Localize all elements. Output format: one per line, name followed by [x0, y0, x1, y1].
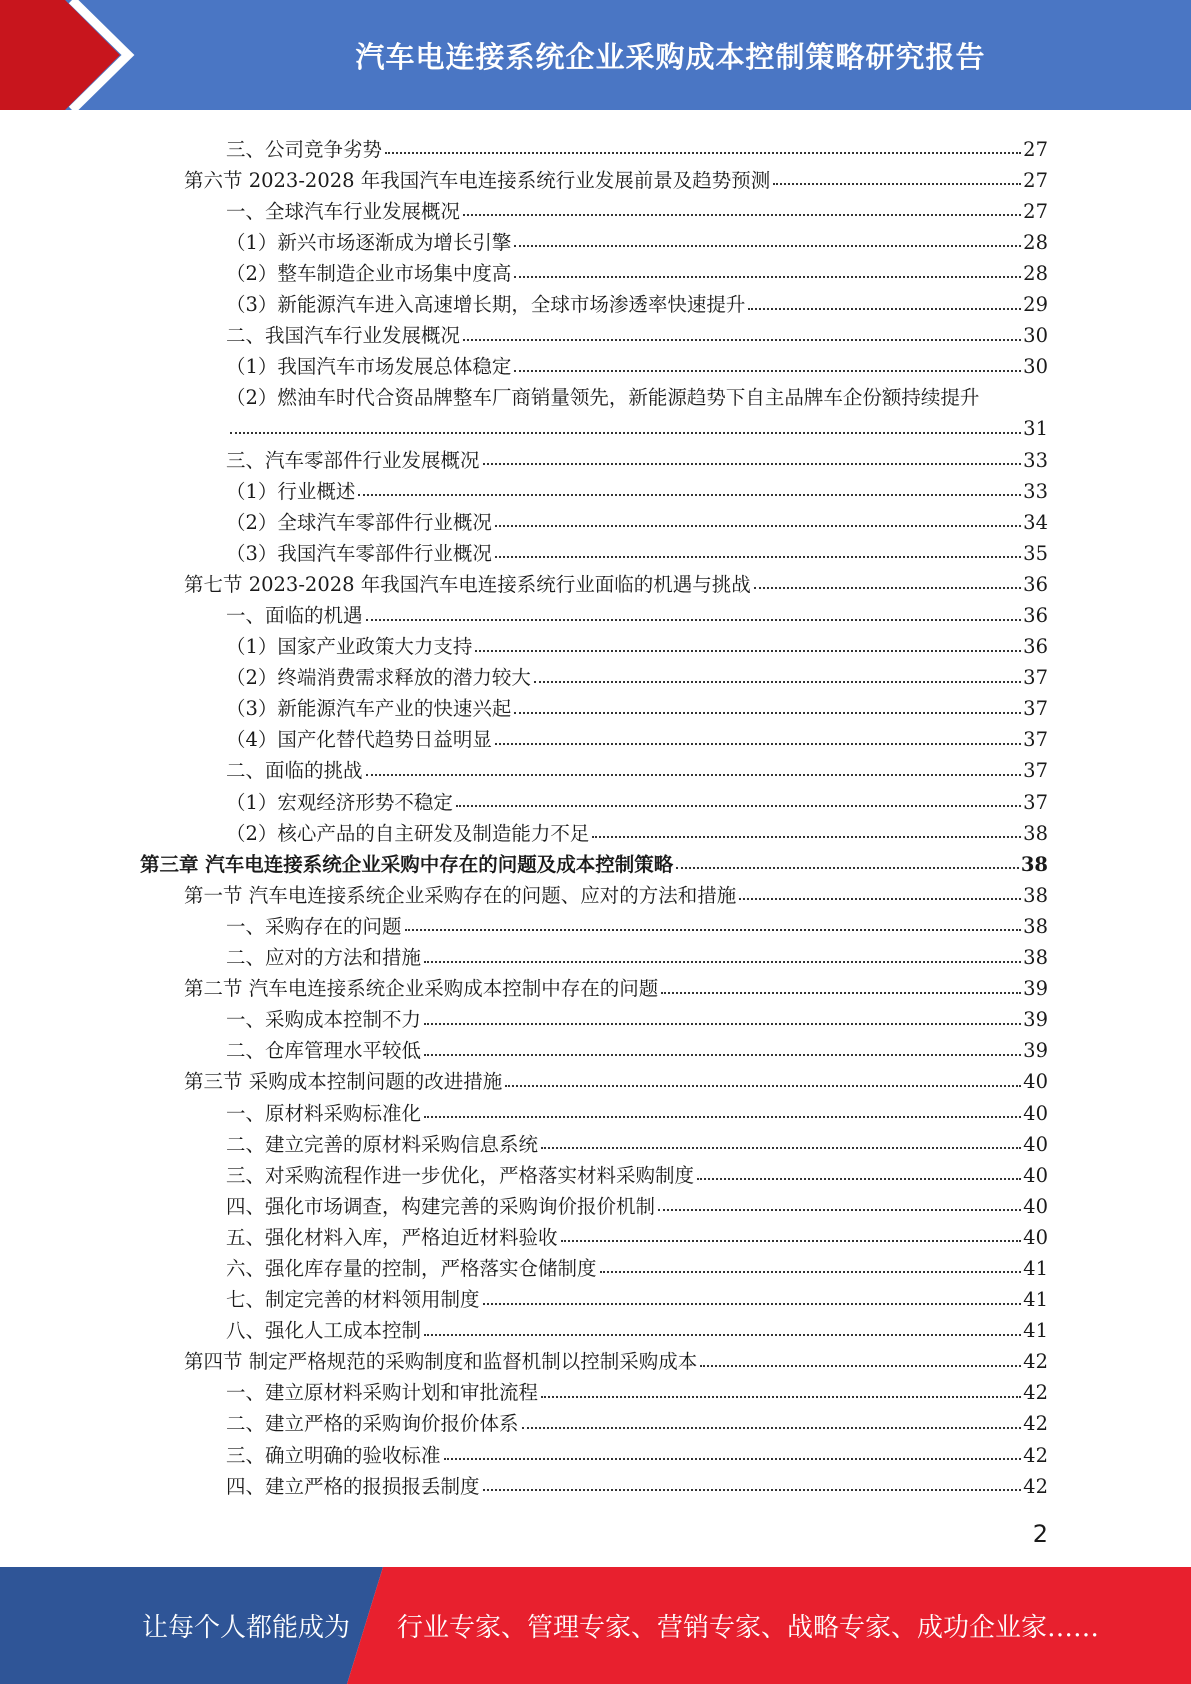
- toc-entry[interactable]: [140, 1465, 1048, 1496]
- toc-entry-title: （1）行业概述: [226, 479, 356, 503]
- toc-entry[interactable]: [140, 1247, 1048, 1278]
- footer-slogan-left: 让每个人都能成为: [142, 1613, 351, 1643]
- header-arrow-decoration: [0, 0, 160, 110]
- toc-entry-page: 39: [1023, 1039, 1048, 1063]
- toc-entry-page: 28: [1023, 230, 1048, 254]
- toc-entry-title: 一、采购成本控制不力: [226, 1008, 422, 1032]
- toc-entry-page: 41: [1023, 1256, 1048, 1280]
- toc-leader-dots: [424, 1116, 1021, 1118]
- toc-entry-title: （1）我国汽车市场发展总体稳定: [226, 355, 512, 379]
- toc-entry-page: 27: [1023, 137, 1048, 161]
- toc-entry-title: （2）燃油车时代合资品牌整车厂商销量领先，新能源趋势下自主品牌车企份额持续提升: [226, 386, 980, 410]
- toc-entry[interactable]: [140, 190, 1048, 221]
- toc-entry-page: 37: [1023, 666, 1048, 690]
- toc-entry-page: 42: [1023, 1350, 1048, 1374]
- toc-leader-dots: [495, 743, 1021, 745]
- toc-leader-dots: [658, 1209, 1021, 1211]
- toc-leader-dots: [754, 587, 1021, 589]
- toc-entry-title: 五、强化材料入库，严格迫近材料验收: [226, 1225, 558, 1249]
- toc-entry-title: 二、面临的挑战: [226, 759, 363, 783]
- toc-leader-dots: [514, 245, 1021, 247]
- toc-section-entry[interactable]: [140, 1061, 1048, 1092]
- toc-entry-page: 40: [1023, 1163, 1048, 1187]
- toc-leader-dots: [424, 1334, 1021, 1336]
- toc-entry-title: （2）整车制造企业市场集中度高: [226, 261, 512, 285]
- toc-entry-title: 第四节 制定严格规范的采购制度和监督机制以控制采购成本: [184, 1350, 698, 1374]
- toc-leader-dots: [697, 1178, 1021, 1180]
- toc-leader-dots: [483, 1489, 1022, 1491]
- toc-entry-title: 二、我国汽车行业发展概况: [226, 324, 461, 348]
- toc-leader-dots: [405, 929, 1022, 931]
- toc-entry-title: 三、汽车零部件行业发展概况: [226, 448, 480, 472]
- toc-entry-page: 42: [1023, 1474, 1048, 1498]
- footer-slogan-right: 行业专家、管理专家、营销专家、战略专家、成功企业家……: [397, 1613, 1100, 1643]
- toc-entry-page: 29: [1023, 293, 1048, 317]
- toc-entry-page: 41: [1023, 1319, 1048, 1343]
- toc-entry-page: 37: [1023, 790, 1048, 814]
- toc-entry-page: 28: [1023, 261, 1048, 285]
- toc-entry-title: （1）新兴市场逐渐成为增长引擎: [226, 230, 512, 254]
- toc-entry-page: 42: [1023, 1443, 1048, 1467]
- toc-entry-page: 38: [1023, 883, 1048, 907]
- toc-leader-dots: [358, 494, 1021, 496]
- toc-section-entry[interactable]: [140, 563, 1048, 594]
- toc-entry[interactable]: [140, 719, 1048, 750]
- toc-entry[interactable]: [140, 594, 1048, 625]
- toc-entry-page: 37: [1023, 759, 1048, 783]
- toc-section-entry[interactable]: [140, 1341, 1048, 1372]
- toc-leader-dots: [385, 152, 1021, 154]
- toc-entry-page: 39: [1023, 1008, 1048, 1032]
- toc-entry-page: 33: [1023, 448, 1048, 472]
- page-header: [0, 0, 1191, 110]
- toc-entry-title: 一、全球汽车行业发展概况: [226, 199, 461, 223]
- toc-entry-title: 一、原材料采购标准化: [226, 1101, 422, 1125]
- toc-leader-dots: [366, 619, 1022, 621]
- toc-leader-dots: [534, 681, 1021, 683]
- toc-entry[interactable]: [140, 532, 1048, 563]
- toc-leader-dots: [592, 836, 1021, 838]
- toc-entry[interactable]: [140, 1092, 1048, 1123]
- toc-entry[interactable]: [140, 501, 1048, 532]
- toc-entry[interactable]: [140, 750, 1048, 781]
- toc-entry-page: 36: [1023, 604, 1048, 627]
- toc-entry-title: （1）国家产业政策大力支持: [226, 635, 473, 659]
- toc-leader-dots: [456, 805, 1021, 807]
- toc-entry[interactable]: [140, 221, 1048, 252]
- toc-entry-title: 三、确立明确的验收标准: [226, 1443, 441, 1467]
- toc-entry-page: 27: [1023, 199, 1048, 223]
- toc-leader-dots: [773, 183, 1021, 185]
- toc-leader-dots: [739, 898, 1021, 900]
- toc-entry[interactable]: [140, 1310, 1048, 1341]
- toc-entry-page: 42: [1023, 1381, 1048, 1405]
- toc-entry[interactable]: [140, 1123, 1048, 1154]
- toc-entry[interactable]: [140, 905, 1048, 936]
- toc-entry[interactable]: [140, 936, 1048, 970]
- toc-entry-page: 38: [1023, 946, 1048, 970]
- toc-entry-title: 一、采购存在的问题: [226, 914, 402, 938]
- toc-entry-title: 第七节 2023-2028 年我国汽车电连接系统行业面临的机遇与挑战: [184, 572, 751, 596]
- toc-leader-dots: [475, 650, 1021, 652]
- toc-entry-continuation[interactable]: [140, 408, 1048, 439]
- toc-entry-page: 40: [1023, 1070, 1048, 1094]
- toc-entry-title: （2）终端消费需求释放的潜力较大: [226, 666, 531, 690]
- toc-entry-page: 38: [1020, 852, 1048, 876]
- toc-entry-title: （3）新能源汽车进入高速增长期，全球市场渗透率快速提升: [226, 293, 746, 317]
- toc-leader-dots: [514, 276, 1021, 278]
- toc-section-entry[interactable]: [140, 159, 1048, 190]
- toc-entry-title: 第二节 汽车电连接系统企业采购成本控制中存在的问题: [184, 977, 659, 1001]
- toc-entry-title: 一、建立原材料采购计划和审批流程: [226, 1381, 539, 1405]
- toc-entry-page: 42: [1023, 1412, 1048, 1436]
- toc-entry-title: 二、建立严格的采购询价报价体系: [226, 1412, 519, 1436]
- toc-entry-page: 36: [1023, 635, 1048, 659]
- toc-leader-dots: [366, 774, 1022, 776]
- toc-entry-title: （3）新能源汽车产业的快速兴起: [226, 697, 512, 721]
- toc-entry[interactable]: [140, 1154, 1048, 1185]
- toc-entry-title: （3）我国汽车零部件行业概况: [226, 541, 492, 565]
- toc-entry-title: 第一节 汽车电连接系统企业采购存在的问题、应对的方法和措施: [184, 883, 737, 907]
- toc-entry[interactable]: [140, 626, 1048, 657]
- toc-entry[interactable]: [140, 439, 1048, 470]
- toc-leader-dots: [424, 1054, 1021, 1056]
- toc-entry[interactable]: [140, 1372, 1048, 1403]
- toc-leader-dots: [505, 1085, 1021, 1087]
- toc-entry-page: 31: [1023, 417, 1048, 441]
- toc-entry-title: 三、对采购流程作进一步优化，严格落实材料采购制度: [226, 1163, 695, 1187]
- toc-section-entry[interactable]: [140, 874, 1048, 905]
- toc-entry-title: 第三章 汽车电连接系统企业采购中存在的问题及成本控制策略: [140, 852, 674, 876]
- toc-entry[interactable]: [140, 252, 1048, 283]
- toc-entry-page: 40: [1023, 1101, 1048, 1125]
- toc-entry-page: 37: [1023, 697, 1048, 721]
- toc-entry-title: 六、强化库存量的控制，严格落实仓储制度: [226, 1256, 597, 1280]
- toc-entry-title: 三、公司竞争劣势: [226, 137, 383, 161]
- toc-entry-title: （2）核心产品的自主研发及制造能力不足: [226, 821, 590, 845]
- toc-leader-dots: [495, 556, 1021, 558]
- toc-entry-page: 30: [1023, 324, 1048, 348]
- toc-leader-dots: [514, 712, 1021, 714]
- toc-entry[interactable]: [140, 657, 1048, 688]
- toc-entry-title: 八、强化人工成本控制: [226, 1319, 422, 1343]
- toc-entry[interactable]: [140, 1185, 1048, 1216]
- toc-entry-title: （1）宏观经济形势不稳定: [226, 790, 453, 814]
- toc-entry-title: 二、建立完善的原材料采购信息系统: [226, 1132, 539, 1156]
- toc-entry-title: 第三节 采购成本控制问题的改进措施: [184, 1070, 503, 1094]
- toc-entry[interactable]: [140, 1403, 1048, 1434]
- toc-entry-page: 35: [1023, 541, 1048, 565]
- toc-leader-dots: [541, 1147, 1021, 1149]
- toc-leader-dots: [661, 992, 1021, 994]
- toc-entry[interactable]: [140, 283, 1048, 317]
- toc-leader-dots: [700, 1365, 1021, 1367]
- toc-section-entry[interactable]: [140, 968, 1048, 999]
- toc-leader-dots: [522, 1427, 1022, 1429]
- toc-entry-title: 四、建立严格的报损报丢制度: [226, 1474, 480, 1498]
- table-of-contents: [140, 128, 1048, 1496]
- toc-entry[interactable]: [140, 346, 1048, 377]
- toc-entry[interactable]: [140, 128, 1048, 159]
- toc-entry[interactable]: [140, 1278, 1048, 1312]
- toc-entry-page: 33: [1023, 479, 1048, 503]
- toc-entry-title: （2）全球汽车零部件行业概况: [226, 510, 492, 534]
- toc-entry-page: 30: [1023, 355, 1048, 379]
- toc-entry-page: 41: [1023, 1288, 1048, 1312]
- toc-entry-title: 二、仓库管理水平较低: [226, 1039, 422, 1063]
- toc-leader-dots: [600, 1271, 1022, 1273]
- toc-entry-title: （4）国产化替代趋势日益明显: [226, 728, 492, 752]
- toc-entry[interactable]: [140, 999, 1048, 1030]
- toc-entry[interactable]: [140, 812, 1048, 843]
- toc-leader-dots: [230, 432, 1021, 434]
- toc-entry-page: 40: [1023, 1225, 1048, 1249]
- toc-entry-title: 一、面临的机遇: [226, 604, 363, 627]
- toc-entry-page: 36: [1023, 572, 1048, 596]
- toc-entry-page: 27: [1023, 168, 1048, 192]
- report-title: 汽车电连接系统企业采购成本控制策略研究报告: [355, 39, 986, 74]
- toc-leader-dots: [463, 214, 1021, 216]
- toc-entry-title: 二、应对的方法和措施: [226, 946, 422, 970]
- page-number: 2: [1032, 1520, 1048, 1548]
- toc-leader-dots: [444, 1458, 1022, 1460]
- toc-leader-dots: [541, 1396, 1021, 1398]
- toc-leader-dots: [514, 370, 1021, 372]
- toc-entry-page: 38: [1023, 821, 1048, 845]
- toc-entry-page: 38: [1023, 914, 1048, 938]
- toc-entry[interactable]: [140, 688, 1048, 719]
- toc-entry-page: 40: [1023, 1132, 1048, 1156]
- toc-entry-page: 37: [1023, 728, 1048, 752]
- toc-chapter-entry[interactable]: [140, 843, 1048, 874]
- toc-leader-dots: [483, 463, 1022, 465]
- page-footer: [0, 1567, 1191, 1684]
- toc-entry-page: 39: [1023, 977, 1048, 1001]
- toc-entry[interactable]: [140, 1434, 1048, 1465]
- toc-leader-dots: [495, 525, 1021, 527]
- toc-entry[interactable]: [140, 470, 1048, 501]
- toc-leader-dots: [676, 867, 1019, 869]
- toc-leader-dots: [424, 1023, 1021, 1025]
- toc-leader-dots: [561, 1240, 1022, 1242]
- toc-entry[interactable]: [140, 1216, 1048, 1247]
- toc-entry-page: 34: [1023, 510, 1048, 534]
- toc-entry-title: 第六节 2023-2028 年我国汽车电连接系统行业发展前景及趋势预测: [184, 168, 771, 192]
- toc-entry-title: 四、强化市场调查，构建完善的采购询价报价机制: [226, 1194, 656, 1218]
- toc-leader-dots: [748, 308, 1021, 310]
- toc-leader-dots: [483, 1303, 1022, 1305]
- toc-leader-dots: [424, 961, 1021, 963]
- toc-entry[interactable]: [140, 781, 1048, 812]
- toc-entry-title: 七、制定完善的材料领用制度: [226, 1288, 480, 1312]
- toc-entry-page: 40: [1023, 1194, 1048, 1218]
- toc-entry[interactable]: [140, 1030, 1048, 1061]
- toc-entry[interactable]: [140, 377, 1048, 408]
- toc-leader-dots: [463, 339, 1021, 341]
- toc-entry[interactable]: [140, 315, 1048, 346]
